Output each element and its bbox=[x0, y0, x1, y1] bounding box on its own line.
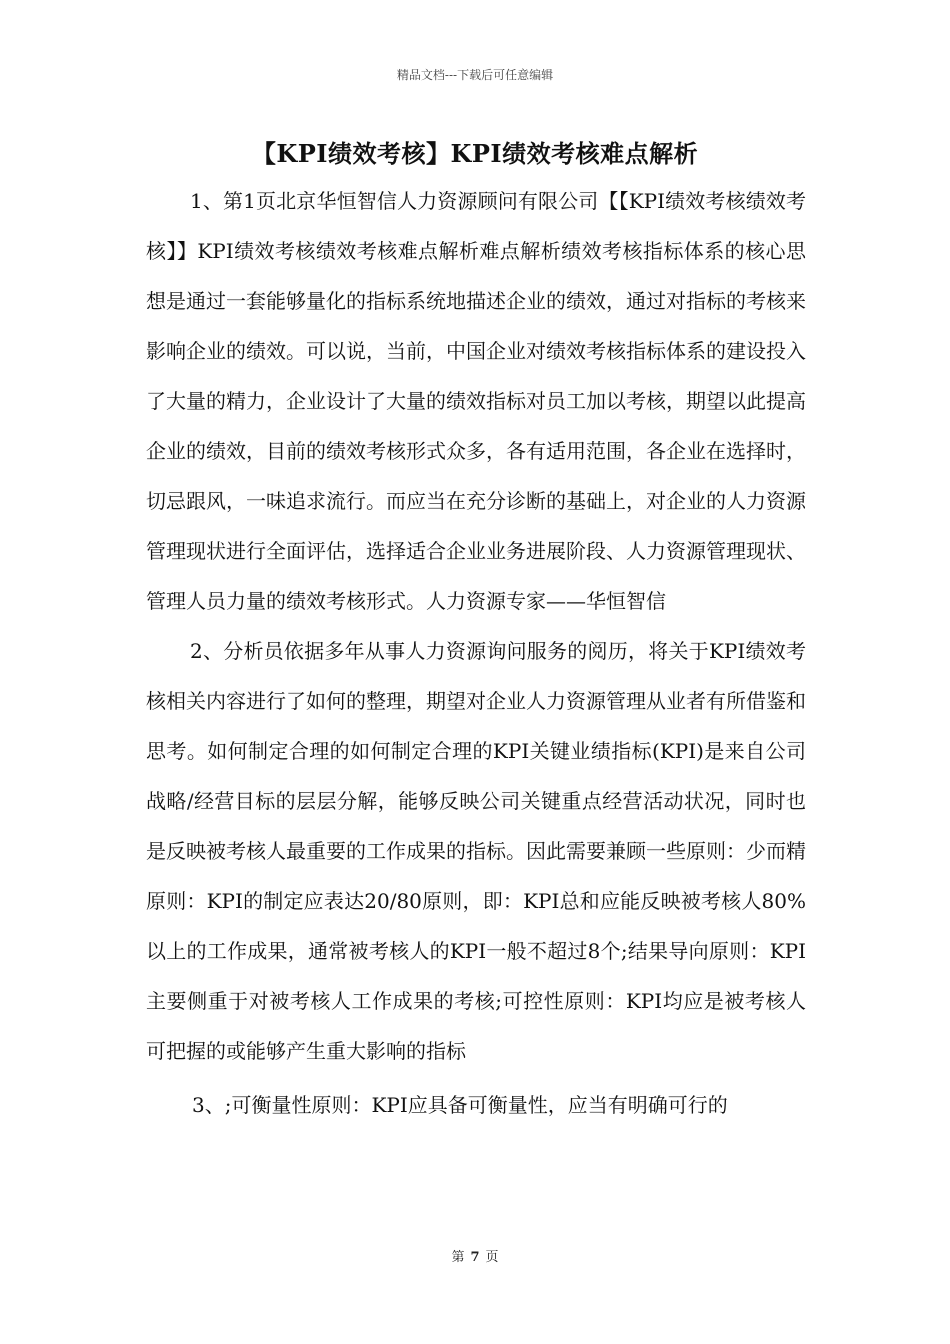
page-footer bbox=[0, 1246, 950, 1265]
document-body bbox=[146, 176, 806, 1130]
paragraph-2: 2、分析员依据多年从事人力资源询问服务的阅历，将关于KPI绩效考核相关内容进行了如何的整理，期望对企业人力资源管理从业者有所借鉴和思考。如何制定合理的如何制定合理的KPI关键业绩指标(KPI)是来自公司战略/经营目标的层层分解，能够反映公司关键重点经营活动状况，同时也是反映被考核人最重要的工作成果的指标。因此需要兼顾一些原则：少而精原则：KPI的制定应表达20/80原则，即：KPI总和应能反映被考核人80%以上的工作成果，通常被考核人的KPI一般不超过8个;结果导向原则：KPI主要侧重于对被考核人工作成果的考核;可控性原则：KPI均应是被考核人可把握的或能够产生重大影响的指标 bbox=[146, 639, 806, 1063]
paragraph-1: 1、第1页北京华恒智信人力资源顾问有限公司【【KPI绩效考核绩效考核】】KPI绩效考核绩效考核难点解析难点解析绩效考核指标体系的核心思想是通过一套能够量化的指标系统地描述企业的绩效，通过对指标的考核来影响企业的绩效。可以说，当前，中国企业对绩效考核指标体系的建设投入了大量的精力，企业设计了大量的绩效指标对员工加以考核，期望以此提高企业的绩效，目前的绩效考核形式众多，各有适用范围，各企业在选择时，切忌跟风，一味追求流行。而应当在充分诊断的基础上，对企业的人力资源管理现状进行全面评估，选择适合企业业务进展阶段、人力资源管理现状、管理人员力量的绩效考核形式。人力资源专家——华恒智信 bbox=[146, 189, 806, 613]
page-number: 7 bbox=[470, 1250, 480, 1265]
paragraph-3: 3、;可衡量性原则：KPI应具备可衡量性，应当有明确可行的 bbox=[192, 1093, 728, 1117]
page-number-suffix: 页 bbox=[485, 1250, 499, 1265]
document-title: 【KPI绩效考核】KPI绩效考核难点解析 bbox=[251, 139, 699, 168]
page-number-prefix: 第 bbox=[451, 1250, 465, 1265]
page-header: 精品文档---下载后可任意编辑 bbox=[396, 68, 554, 82]
